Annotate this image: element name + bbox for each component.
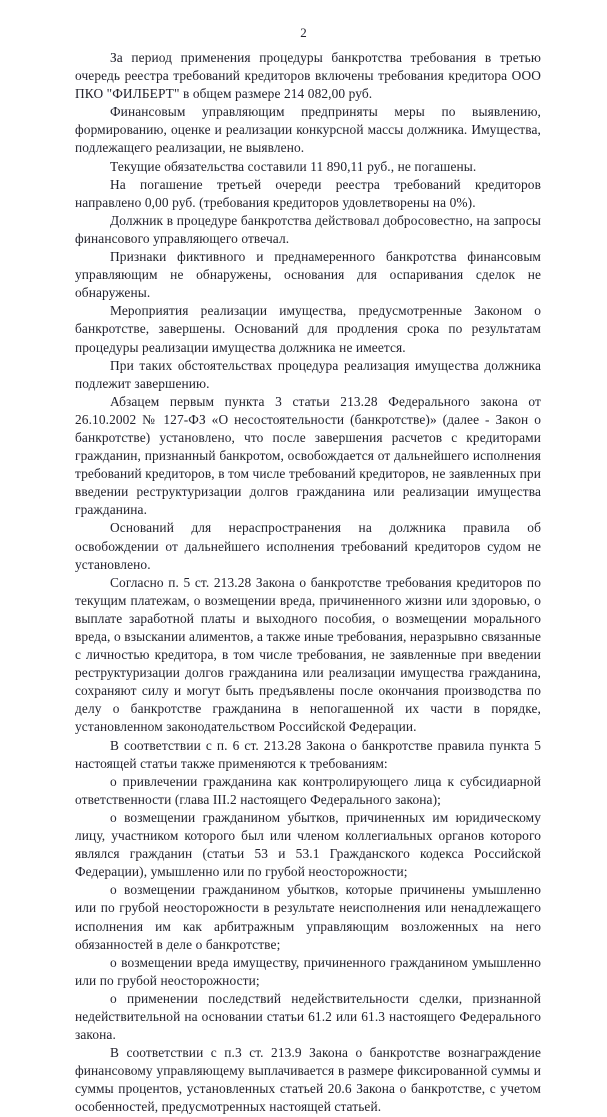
paragraph: о возмещении гражданином убытков, причиненных им юридическому лицу, участником которого был или членом коллегиальных органов которого являлся гражданин (статьи 53 и 53.1 Гражданского кодекса Российской Федерации), умышленно или по грубой неосторожности; — [75, 809, 541, 880]
paragraph: Мероприятия реализации имущества, предусмотренные Законом о банкротстве, завершены. Оснований для продления срока по результатам процедуры реализации имущества должника не имеется. — [75, 303, 541, 355]
paragraph: Оснований для нераспространения на должника правила об освобождении от дальнейшего исполнения требований кредиторов судом не установлено. — [75, 520, 541, 572]
paragraph: Абзацем первым пункта 3 статьи 213.28 Федерального закона от 26.10.2002 № 127-ФЗ «О несостоятельности (банкротстве)» (далее - Закон о банкротстве) установлено, что после завершения расчетов с кредиторами гражданин, признанный банкротом, освобождается от дальнейшего исполнения требований кредиторов, в том числе требований кредиторов, не заявленных при введении реструктуризации долгов гражданина или реализации имущества гражданина. — [75, 393, 541, 518]
paragraph: На погашение третьей очереди реестра требований кредиторов направлено 0,00 руб. (требования кредиторов удовлетворены на 0%). — [75, 176, 541, 210]
paragraph: Финансовым управляющим предприняты меры по выявлению, формированию, оценке и реализации конкурсной массы должника. Имущества, подлежащего реализации, не выявлено. — [75, 104, 541, 156]
paragraph: При таких обстоятельствах процедура реализация имущества должника подлежит завершению. — [75, 357, 541, 391]
paragraph: Согласно п. 5 ст. 213.28 Закона о банкротстве требования кредиторов по текущим платежам, о возмещении вреда, причиненного жизни или здоровью, о выплате заработной платы и выходного пособия, о возмещении морального вреда, о взыскании алиментов, а также иные требования, неразрывно связанные с личностью кредитора, в том числе требования, не заявленные при введении реструктуризации долгов гражданина или реализации имущества гражданина, сохраняют силу и могут быть предъявлены после окончания производства по делу о банкротстве гражданина в непогашенной их части в порядке, установленном законодательством Российской Федерации. — [75, 574, 541, 735]
paragraph: о применении последствий недействительности сделки, признанной недействительной на основании статьи 61.2 или 61.3 настоящего Федерального закона. — [75, 990, 541, 1043]
paragraph: Текущие обязательства составили 11 890,11 руб., не погашены. — [110, 158, 477, 174]
paragraph: За период применения процедуры банкротства требования в третью очередь реестра требований кредиторов включены требования кредитора ООО ПКО "ФИЛБЕРТ" в общем размере 214 082,00 руб. — [75, 50, 541, 102]
paragraph: Признаки фиктивного и преднамеренного банкротства финансовым управляющим не обнаружены, основания для оспаривания сделок не обнаружены. — [75, 249, 541, 301]
paragraph: В соответствии с п.3 ст. 213.9 Закона о банкротстве вознаграждение финансовому управляющему выплачивается в размере фиксированной суммы и суммы процентов, установленных статьей 20.6 Закона о банкротстве, с учетом особенностей, предусмотренных настоящей статьей. — [75, 1045, 541, 1115]
paragraph: Должник в процедуре банкротства действовал добросовестно, на запросы финансового управляющего отвечал. — [75, 212, 541, 246]
paragraph: о возмещении вреда имуществу, причиненного гражданином умышленно или по грубой неосторожности; — [75, 954, 541, 988]
paragraph: о привлечении гражданина как контролирующего лица к субсидиарной ответственности (глава III.2 настоящего Федерального закона); — [75, 773, 541, 807]
paragraph: В соответствии с п. 6 ст. 213.28 Закона о банкротстве правила пункта 5 настоящей статьи также применяются к требованиям: — [75, 737, 541, 771]
document-body — [75, 49, 541, 1117]
page-number: 2 — [300, 25, 307, 40]
paragraph: о возмещении гражданином убытков, которые причинены умышленно или по грубой неосторожности в результате неисполнения или ненадлежащего исполнения им как арбитражным управляющим возложенных на него обязанностей в деле о банкротстве; — [75, 882, 541, 952]
